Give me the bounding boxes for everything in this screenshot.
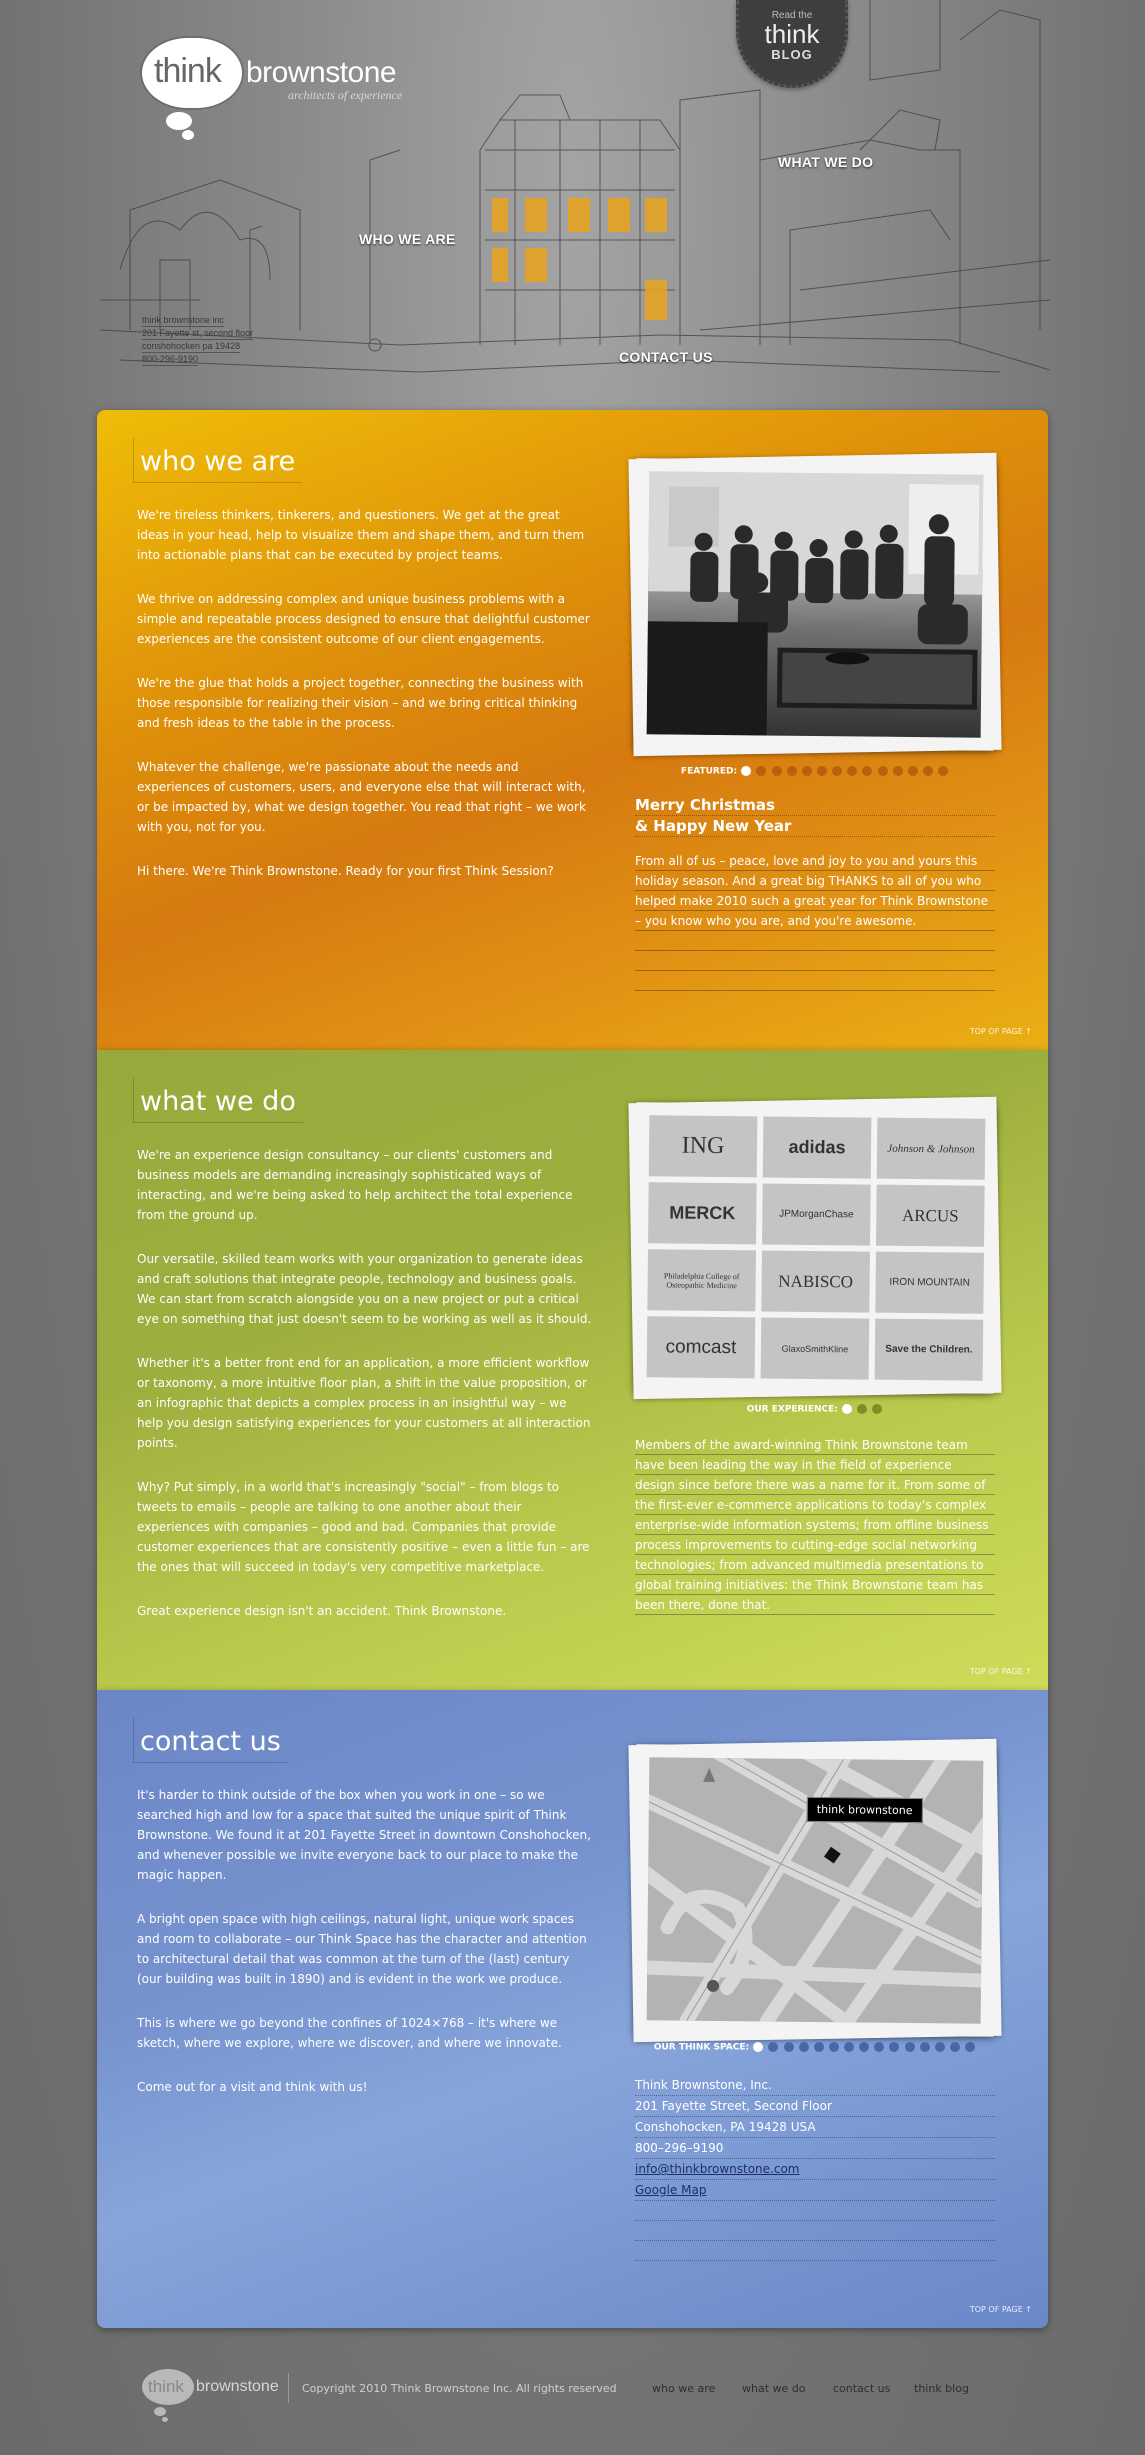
pager-dot[interactable] bbox=[935, 2042, 945, 2052]
experience-pager bbox=[635, 1404, 995, 1415]
team-photo-illustration bbox=[647, 471, 984, 737]
footer-logo-think: think bbox=[148, 2377, 184, 2396]
email-link[interactable]: info@thinkbrownstone.com bbox=[635, 2159, 995, 2180]
contact-body bbox=[137, 1785, 592, 2121]
pager-dot[interactable] bbox=[923, 766, 933, 776]
client-logo-save-the-children: Save the Children. bbox=[875, 1319, 984, 1381]
featured-title-line-1[interactable]: Merry Christmas bbox=[635, 795, 995, 816]
paragraph: We're tireless thinkers, tinkerers, and questioners. We get at the great ideas in your head, help to visualize them and shape them, and turn them into actionable plans that can be executed by project teams. bbox=[137, 508, 585, 562]
pager-dot[interactable] bbox=[814, 2042, 824, 2052]
street-map[interactable] bbox=[647, 1757, 984, 2023]
pager-dot[interactable] bbox=[965, 2042, 975, 2052]
team-photo bbox=[647, 471, 984, 737]
who-body bbox=[137, 505, 592, 905]
pager-dot[interactable] bbox=[787, 766, 797, 776]
pager-label: OUR THINK SPACE: bbox=[653, 2042, 750, 2053]
paragraph: We're the glue that holds a project together, connecting the business with those responsible for realizing their vision – and we bring critical thinking and fresh ideas to the table in the process. bbox=[137, 676, 584, 730]
pager-dot[interactable] bbox=[857, 1404, 867, 1414]
section-title: what we do bbox=[137, 1084, 299, 1119]
thought-bubble-small bbox=[166, 112, 192, 130]
paragraph: We're an experience design consultancy – our clients' customers and business models are demanding increasingly sophisticated ways of interacting, and we're being asked to help architect the total experience from the ground up. bbox=[137, 1148, 573, 1222]
contact-address-block bbox=[635, 2075, 995, 2261]
paragraph: Great experience design isn't an accident. Think Brownstone. bbox=[137, 1604, 507, 1618]
map-location-label: think brownstone bbox=[807, 1797, 923, 1823]
client-logos-grid bbox=[647, 1115, 984, 1380]
pager-dot[interactable] bbox=[802, 766, 812, 776]
client-logo-pcom: Philadelphia College of Osteopathic Medicine bbox=[647, 1249, 756, 1311]
client-logo-gsk: GlaxoSmithKline bbox=[761, 1317, 870, 1379]
address-phone: 800–296–9190 bbox=[635, 2138, 995, 2159]
pager-dot-active[interactable] bbox=[753, 2042, 763, 2052]
pager-dot[interactable] bbox=[799, 2042, 809, 2052]
think-space-pager bbox=[635, 2042, 995, 2053]
footer-bubble-tiny bbox=[162, 2417, 168, 2422]
section-title: contact us bbox=[137, 1724, 284, 1759]
logo-brownstone-text: brownstone bbox=[246, 56, 397, 89]
ruled-line bbox=[635, 2201, 995, 2221]
ruled-line bbox=[635, 2221, 995, 2241]
pager-dot[interactable] bbox=[938, 766, 948, 776]
pager-label: OUR EXPERIENCE: bbox=[746, 1404, 838, 1415]
what-we-do-section bbox=[97, 1050, 1048, 1690]
pager-dot[interactable] bbox=[847, 766, 857, 776]
footer-link-what-we-do[interactable]: what we do bbox=[742, 2382, 806, 2395]
address-line: think brownstone inc bbox=[142, 315, 225, 325]
featured-pager bbox=[635, 766, 995, 777]
pager-dot[interactable] bbox=[768, 2042, 778, 2052]
pager-dot[interactable] bbox=[893, 766, 903, 776]
paragraph: Come out for a visit and think with us! bbox=[137, 2080, 368, 2094]
paragraph: A bright open space with high ceilings, natural light, unique work spaces and room to collaborate – our Think Space has the character and attention to architectural detail that was common at the turn of the (last) century (our building was built in 1890) and is evident in the work we produce. bbox=[137, 1912, 587, 1986]
footer-divider bbox=[288, 2373, 289, 2403]
footer-link-think-blog[interactable]: think blog bbox=[914, 2382, 969, 2395]
address-line: conshohocken pa 19428 bbox=[142, 341, 241, 351]
pager-dot-active[interactable] bbox=[741, 766, 751, 776]
client-logo-adidas: adidas bbox=[763, 1116, 872, 1178]
contact-us-section bbox=[97, 1690, 1048, 2328]
client-logo-ing: ING bbox=[649, 1115, 758, 1177]
blog-badge-blog: BLOG bbox=[771, 47, 813, 62]
header-address bbox=[142, 314, 253, 366]
address-line: 201 Fayette st, second floor bbox=[142, 328, 254, 338]
client-logo-arcus: ARCUS bbox=[876, 1185, 985, 1247]
who-we-are-section bbox=[97, 410, 1048, 1050]
pager-dot[interactable] bbox=[832, 766, 842, 776]
pager-dot[interactable] bbox=[862, 766, 872, 776]
paragraph: Whatever the challenge, we're passionate about the needs and experiences of customers, users, and everyone else that will interact with, or be impacted by, what we design together. You read that right – we work with you, not for you. bbox=[137, 760, 586, 834]
pager-dot[interactable] bbox=[784, 2042, 794, 2052]
pager-dot-active[interactable] bbox=[842, 1404, 852, 1414]
client-logo-nabisco: NABISCO bbox=[761, 1250, 870, 1312]
footer-copyright: Copyright 2010 Think Brownstone Inc. All rights reserved bbox=[302, 2382, 617, 2395]
pager-dot[interactable] bbox=[772, 766, 782, 776]
paragraph: Why? Put simply, in a world that's increasingly "social" – from blogs to tweets to emails – people are talking to one another about their experiences with companies – good and bad. Companies that provide customer experiences that are consistently positive – even a little fun – are the ones that will succeed in today's very competitive marketplace. bbox=[137, 1480, 590, 1574]
what-body bbox=[137, 1145, 592, 1645]
footer-link-contact-us[interactable]: contact us bbox=[833, 2382, 891, 2395]
site-footer bbox=[0, 2355, 1145, 2445]
blog-badge-think: think bbox=[764, 19, 820, 49]
nav-contact-us[interactable]: CONTACT US bbox=[619, 349, 713, 365]
logo-tagline: architects of experience bbox=[288, 88, 403, 102]
pager-dot[interactable] bbox=[859, 2042, 869, 2052]
pager-dot[interactable] bbox=[878, 766, 888, 776]
nav-who-we-are[interactable]: WHO WE ARE bbox=[359, 231, 456, 247]
paragraph: Our versatile, skilled team works with your organization to generate ideas and craft solutions that integrate people, technology and business goals. We can start from scratch alongside you on a new project or put a critical eye on something that just doesn't seem to be working as well as it should. bbox=[137, 1252, 592, 1326]
ruled-line bbox=[635, 2241, 995, 2261]
top-of-page-link[interactable]: TOP OF PAGE ↑ bbox=[969, 2305, 1032, 2314]
pager-dot[interactable] bbox=[950, 2042, 960, 2052]
logo-think-text: think bbox=[154, 52, 221, 90]
top-of-page-link[interactable]: TOP OF PAGE ↑ bbox=[969, 1027, 1032, 1036]
featured-title-line-2[interactable]: & Happy New Year bbox=[635, 816, 995, 837]
pager-dot[interactable] bbox=[889, 2042, 899, 2052]
map-frame bbox=[633, 1744, 996, 2037]
nav-what-we-do[interactable]: WHAT WE DO bbox=[778, 154, 874, 170]
pager-dot[interactable] bbox=[908, 766, 918, 776]
experience-text: Members of the award-winning Think Brownstone team have been leading the way in the field of experience design since before there was a name for it. From some of the first-ever e-commerce applications to today's complex enterprise-wide information systems; from offline business process improvements to cutting-edge social networking technologies; from advanced multimedia presentations to global training initiatives: the Think Brownstone team has been there, done that. bbox=[635, 1435, 995, 1615]
address-company: Think Brownstone, Inc. bbox=[635, 2075, 995, 2096]
pager-dot[interactable] bbox=[920, 2042, 930, 2052]
pager-dot[interactable] bbox=[829, 2042, 839, 2052]
pager-dot[interactable] bbox=[905, 2042, 915, 2052]
footer-bubble-small bbox=[154, 2407, 166, 2416]
pager-dot[interactable] bbox=[872, 1404, 882, 1414]
paragraph: Whether it's a better front end for an application, a more efficient workflow or taxonomy, a more intuitive floor plan, a shift in the value proposition, or an infographic that depicts a complex process in an insightful way – we help you design satisfying experiences for your customers at all interaction points. bbox=[137, 1356, 591, 1450]
thought-bubble-tiny bbox=[182, 130, 194, 140]
featured-post bbox=[635, 795, 995, 991]
site-header bbox=[0, 0, 1145, 400]
address-line: 800-296-9190 bbox=[142, 354, 199, 364]
site-logo[interactable] bbox=[142, 38, 442, 143]
pager-dot[interactable] bbox=[817, 766, 827, 776]
pager-label: FEATURED: bbox=[680, 766, 738, 777]
footer-logo-brownstone: brownstone bbox=[196, 2378, 279, 2395]
blog-badge-read: Read the bbox=[771, 10, 813, 21]
top-of-page-link[interactable]: TOP OF PAGE ↑ bbox=[969, 1667, 1032, 1676]
featured-body: From all of us – peace, love and joy to you and yours this holiday season. And a great big THANKS to all of you who helped make 2010 such a great year for Think Brownstone – you know who you are, and you're awesome. bbox=[635, 851, 995, 991]
client-logo-jpmorgan: JPMorganChase bbox=[762, 1183, 871, 1245]
client-logo-johnson: Johnson & Johnson bbox=[877, 1118, 986, 1180]
footer-link-who-we-are[interactable]: who we are bbox=[652, 2382, 716, 2395]
address-city: Conshohocken, PA 19428 USA bbox=[635, 2117, 995, 2138]
paragraph: It's harder to think outside of the box when you work in one – so we searched high and low for a space that suited the unique spirit of Think Brownstone. We found it at 201 Fayette Street in downtown Conshohocken, and whenever possible we invite everyone back to our place to make the magic happen. bbox=[137, 1788, 591, 1882]
pager-dot[interactable] bbox=[756, 766, 766, 776]
featured-photo-frame bbox=[633, 458, 996, 751]
client-logo-comcast: comcast bbox=[647, 1316, 756, 1378]
client-logo-iron-mountain: IRON MOUNTAIN bbox=[875, 1252, 984, 1314]
address-street: 201 Fayette Street, Second Floor bbox=[635, 2096, 995, 2117]
client-logos-frame bbox=[634, 1102, 997, 1394]
paragraph: We thrive on addressing complex and unique business problems with a simple and repeatable process designed to ensure that delightful customer experiences are the consistent outcome of our client engagements. bbox=[137, 592, 590, 646]
pager-dot[interactable] bbox=[844, 2042, 854, 2052]
google-map-link[interactable]: Google Map bbox=[635, 2180, 995, 2201]
paragraph: Hi there. We're Think Brownstone. Ready for your first Think Session? bbox=[137, 864, 554, 878]
client-logo-merck: MERCK bbox=[648, 1182, 757, 1244]
paragraph: This is where we go beyond the confines of 1024×768 – it's where we sketch, where we explore, where we discover, and where we innovate. bbox=[137, 2016, 562, 2050]
pager-dot[interactable] bbox=[874, 2042, 884, 2052]
section-title: who we are bbox=[137, 444, 298, 479]
